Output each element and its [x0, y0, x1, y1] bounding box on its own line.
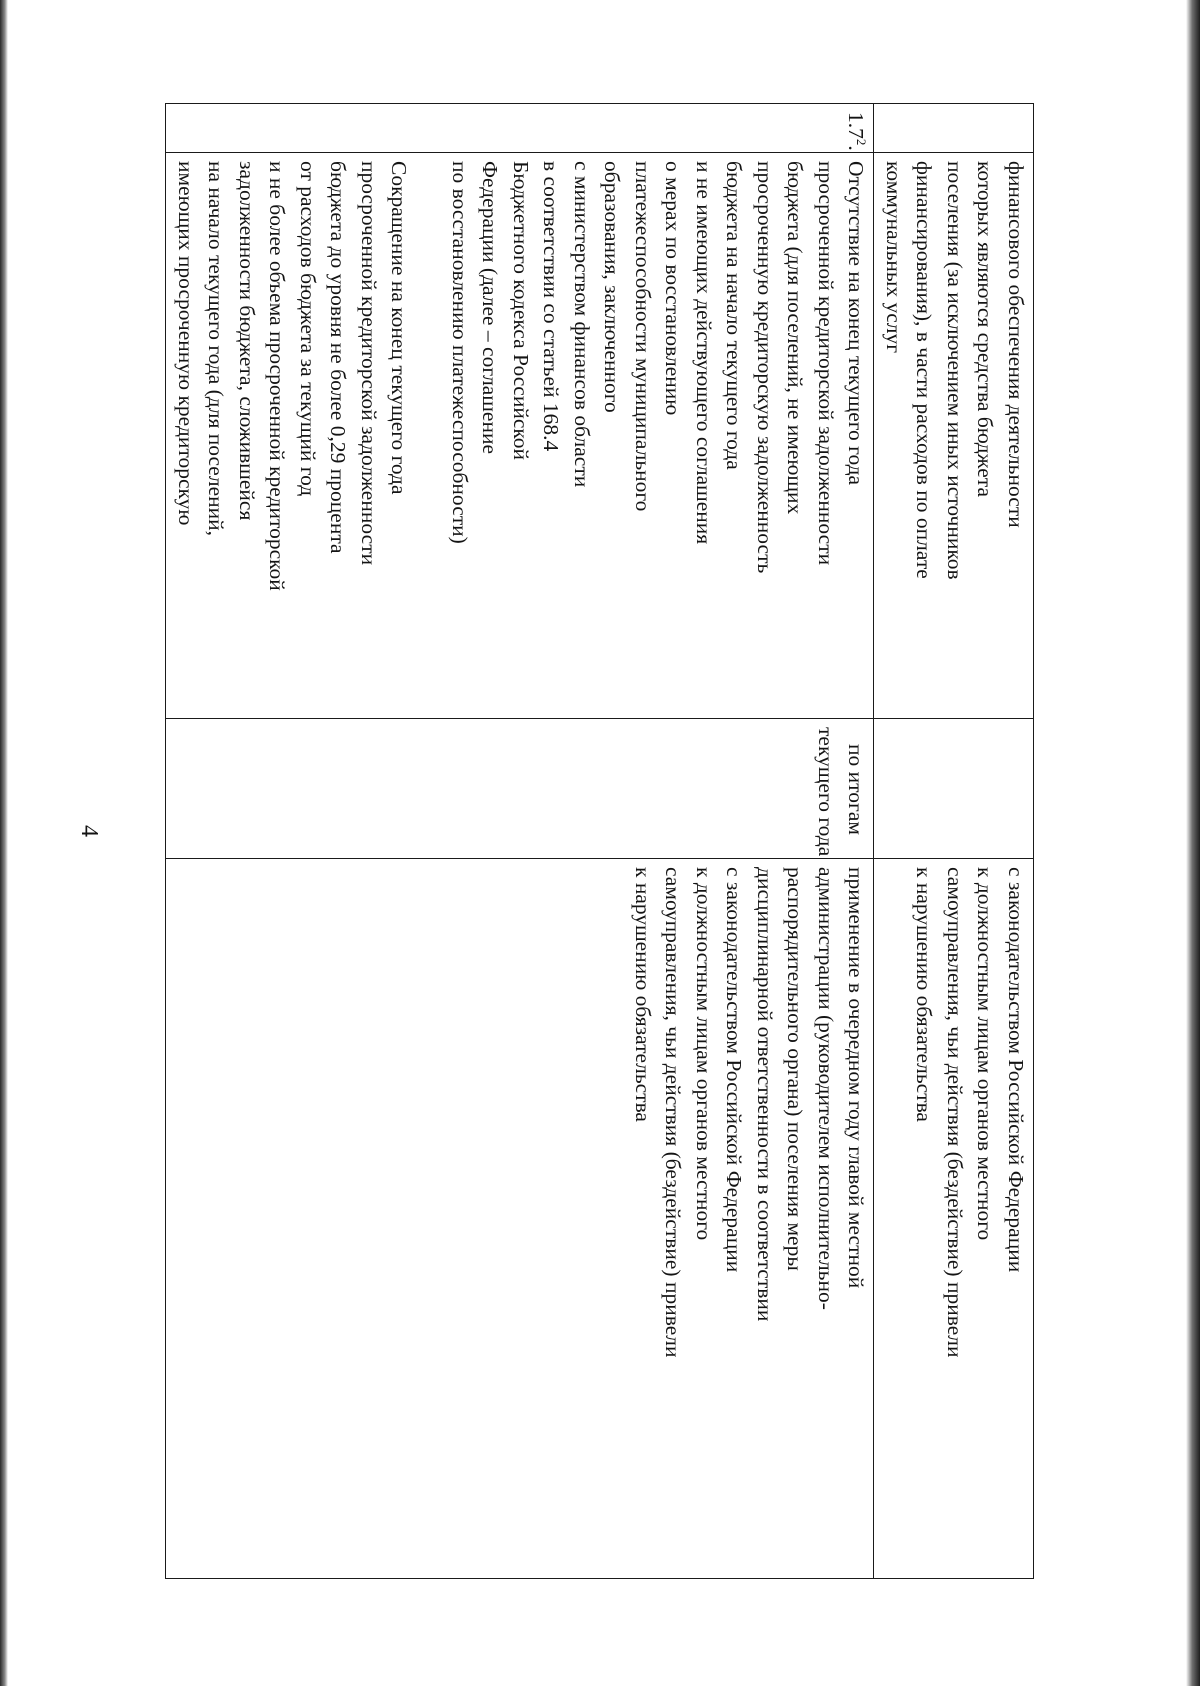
- text-line: по итогам: [844, 744, 869, 835]
- table-row-continued: [874, 104, 1034, 1579]
- text-line: образования, заключенного: [600, 161, 625, 413]
- text-line: распорядительного органа) поселения меры: [783, 867, 808, 1271]
- text-line: Федерации (далее – соглашение: [478, 161, 503, 455]
- text-line: задолженности бюджета, сложившейся: [235, 161, 259, 521]
- text-line: имеющих просроченную кредиторскую: [174, 161, 198, 526]
- text-line: платежеспособности муниципального: [631, 161, 655, 512]
- text-line: и не более объема просроченной кредиторской: [265, 161, 290, 591]
- text-line: по восстановлению платежеспособности): [448, 161, 472, 544]
- text-line: и не имеющих действующего соглашения: [692, 161, 716, 545]
- text-line: текущего года: [814, 727, 838, 857]
- indicator-cell: [874, 153, 1034, 719]
- text-line: которых являются средства бюджета: [973, 161, 998, 498]
- text-line: дисциплинарной ответственности в соответствии: [753, 867, 777, 1322]
- indicator-cell: [166, 153, 874, 719]
- paragraph-gap: [415, 161, 445, 712]
- text-line: самоуправления, чьи действия (бездействие) привели: [943, 867, 967, 1358]
- row-number-superscript: 2: [854, 138, 870, 146]
- table-row-1-7: [166, 104, 874, 1579]
- text-line: о мерах по восстановлению: [661, 161, 686, 416]
- text-line: поселения (за исключением иных источников: [943, 161, 967, 580]
- row-number: 1.7: [844, 112, 869, 139]
- text-line: с законодательством Российской Федерации: [722, 867, 747, 1273]
- text-line: администрации (руководителем исполнительно-: [814, 867, 838, 1310]
- text-line: бюджета на начало текущего года: [722, 161, 747, 470]
- text-line: к нарушению обязательства: [912, 867, 937, 1122]
- text-line: коммунальных услуг: [882, 161, 906, 354]
- measure-cell: [874, 859, 1034, 1579]
- row-number-cell: [874, 104, 1034, 153]
- text-line: просроченной кредиторской задолженности: [357, 161, 381, 566]
- text-line: с законодательством Российской Федерации: [1004, 867, 1028, 1273]
- term-cell: [874, 719, 1034, 859]
- text-line: от расходов бюджета за текущий год: [296, 161, 320, 497]
- row-number-cell: [166, 104, 874, 153]
- text-line: просроченной кредиторской задолженности: [814, 161, 838, 566]
- text-line: финансирования), в части расходов по оплате: [912, 161, 937, 579]
- text-line: самоуправления, чьи действия (бездействие) привели: [661, 867, 686, 1358]
- text-line: в соответствии со статьей 168.4: [539, 161, 564, 452]
- row-number-suffix: .: [844, 145, 869, 151]
- document-table: [166, 103, 1035, 1579]
- text-line: финансового обеспечения деятельности: [1004, 161, 1028, 528]
- text-line: Бюджетного кодекса Российской: [509, 161, 533, 460]
- text-line: бюджета (для поселений, не имеющих: [783, 161, 808, 515]
- text-line: к должностным лицам органов местного: [692, 867, 716, 1241]
- term-cell: [166, 719, 874, 859]
- text-line: с министерством финансов области: [570, 161, 594, 488]
- text-line: Сокращение на конец текущего года: [387, 161, 412, 495]
- text-line: к должностным лицам органов местного: [973, 867, 998, 1241]
- page-number: 4: [76, 825, 102, 837]
- text-line: на начало текущего года (для поселений,: [204, 161, 229, 537]
- text-line: просроченную кредиторскую задолженность: [753, 161, 777, 574]
- text-line: применение в очередном году главой местной: [844, 867, 869, 1289]
- text-line: к нарушению обязательства: [631, 867, 655, 1122]
- text-line: Отсутствие на конец текущего года: [844, 161, 869, 486]
- measure-cell: [166, 859, 874, 1579]
- text-line: бюджета до уровня не более 0,29 процента: [326, 161, 351, 554]
